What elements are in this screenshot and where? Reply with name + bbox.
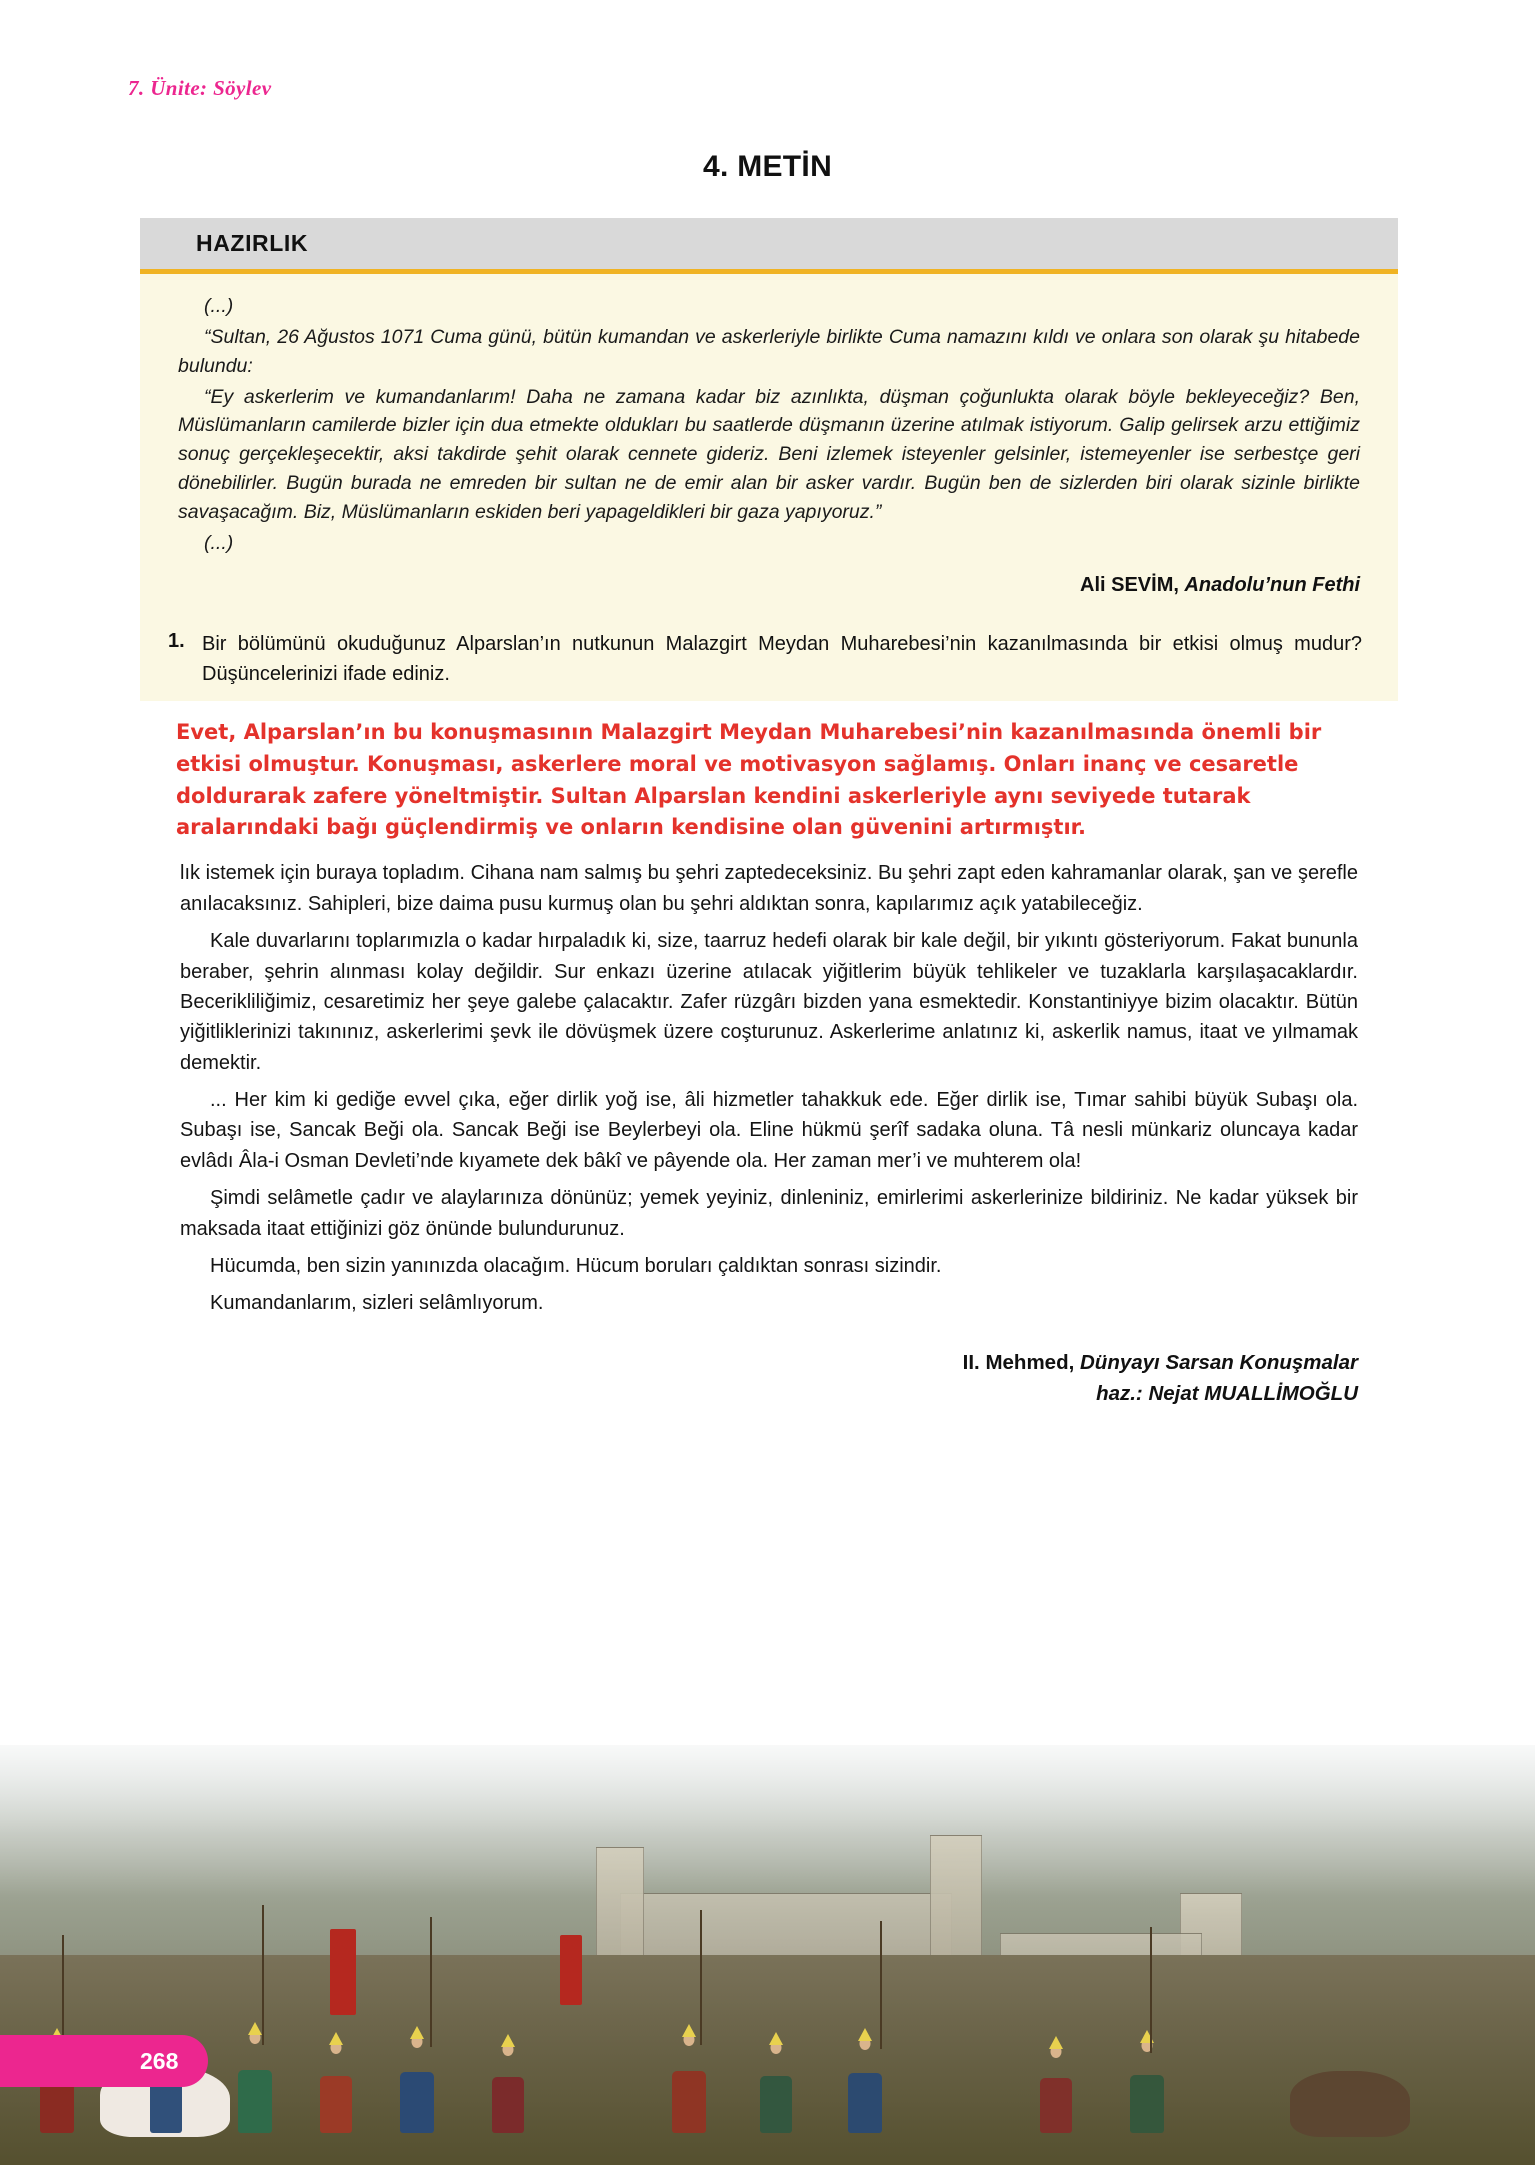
lance: [430, 1917, 432, 2047]
quote-author: Ali SEVİM,: [1080, 573, 1179, 596]
body-source: [140, 1334, 1398, 1444]
quote-block: [140, 274, 1398, 623]
speech-body: [140, 854, 1398, 1333]
body-source-work: Dünyayı Sarsan Konuşmalar: [1080, 1350, 1358, 1374]
soldier-figure: [400, 2035, 434, 2133]
soldier-figure: [760, 2041, 792, 2133]
hazirlik-label: HAZIRLIK: [196, 230, 309, 256]
body-paragraph: Kumandanlarım, sizleri selâmlıyorum.: [210, 1292, 544, 1315]
hazirlik-section-header: [140, 218, 1398, 274]
soldier-figure: [492, 2043, 524, 2133]
soldier-figure: [238, 2031, 272, 2133]
soldier-figure: [320, 2041, 352, 2133]
quote-paragraph: “Sultan, 26 Ağustos 1071 Cuma günü, bütün kumandan ve askerleriyle birlikte Cuma namazını kıldı ve onlara son olarak şu hitabede bulundu:: [178, 325, 1360, 377]
quote-source: [178, 574, 1360, 597]
question-item: [140, 623, 1398, 701]
content-card: [140, 218, 1398, 1443]
soldier-figure: [1130, 2039, 1164, 2133]
soldier-figure: [1040, 2045, 1072, 2133]
red-banner: [560, 1935, 582, 2005]
quote-ellipsis-bottom: (...): [204, 531, 234, 554]
dark-horse: [1290, 2071, 1410, 2137]
soldier-figure: [672, 2033, 706, 2133]
body-paragraph: lık istemek için buraya topladım. Cihana nam salmış bu şehri zaptedeceksiniz. Bu şehri zapt eden kahramanlar olarak, şan ve şerefle anılacaksınız. Sahipleri, bize daima pusu kurmuş olan bu şehri aldıktan sonra, kapılarımız açık yatabileceğiz.: [180, 862, 1358, 915]
soldier-figure: [848, 2037, 882, 2133]
lance: [880, 1921, 882, 2049]
quote-ellipsis-top: (...): [204, 295, 234, 317]
body-paragraph: Hücumda, ben sizin yanınızda olacağım. Hücum boruları çaldıktan sonrası sizindir.: [210, 1255, 942, 1278]
question-number: 1.: [168, 629, 185, 652]
lance: [1150, 1927, 1152, 2053]
body-paragraph: Kale duvarlarını toplarımızla o kadar hırpaladık ki, size, taarruz hedefi olarak bir kale değil, bir yıkıntı gösteriyorum. Fakat bununla beraber, şehrin alınması kolay değildir. Sur enkazı üzerine atılacak yiğitlerim büyük tehlikeler ve tuzaklarla karşılaşacaklardır. Becerikliliğimiz, cesaretimiz her şeye galebe çalacaktır. Zafer rüzgârı bizden yana esmektedir. Konstantiniyye bizim olacaktır. Bütün yiğitliklerinizi takınınız, askerlerimi şevk ile dövüşmek üzere coşturunuz. Askerlerime anlatınız ki, askerlik namus, itaat ve yılmamak demektir.: [180, 930, 1358, 1074]
body-source-author: II. Mehmed,: [962, 1350, 1075, 1374]
body-source-editor: haz.: Nejat MUALLİMOĞLU: [1096, 1381, 1358, 1405]
unit-header: 7. Ünite: Söylev: [128, 76, 272, 100]
question-text: Bir bölümünü okuduğunuz Alparslan’ın nutkunun Malazgirt Meydan Muharebesi’nin kazanılmasında bir etkisi olmuş mudur? Düşüncelerinizi ifade ediniz.: [202, 632, 1362, 685]
body-paragraph: ... Her kim ki gediğe evvel çıka, eğer dirlik yoğ ise, âli hizmetler tahakkuk ede. Eğer dirlik ise, Tımar sahibi büyük Subaşı ola. Subaşı ise, Sancak Beği ola. Sancak Beği ise Beylerbeyi ola. Eline hükmü şerîf sadaka oluna. Tâ nesli münkariz oluncaya kadar evlâdı Âla-i Osman Devleti’nde kıyamete dek bâkî ve pâyende ola. Her zaman mer’i ve muhterem ola!: [180, 1089, 1358, 1172]
body-paragraph: Şimdi selâmetle çadır ve alaylarınıza dönünüz; yemek yeyiniz, dinleniniz, emirlerimi askerlerinize bildiriniz. Ne kadar yüksek bir maksada itaat ettiğinizi göz önünde bulundurunuz.: [180, 1187, 1358, 1240]
quote-work: Anadolu’nun Fethi: [1184, 573, 1360, 596]
lance: [700, 1910, 702, 2045]
ottoman-siege-illustration: [0, 1745, 1535, 2165]
page-number: 268: [0, 2035, 208, 2087]
quote-paragraph: “Ey askerlerim ve kumandanlarım! Daha ne zamana kadar biz azınlıkta, düşman çoğunlukta olarak böyle bekleyeceğiz? Ben, Müslümanların camilerde bizler için dua etmekte oldukları bu saatlerde düşmanın üzerine atılmak istiyorum. Galip gelirsek arzu ettiğimiz sonuç gerçekleşecektir, aksi takdirde şehit olarak cennete gideriz. Beni izlemek isteyenler gelsinler, istemeyenler ise serbestçe geri dönebilirler. Bugün burada ne emreden bir sultan ne de emir alan bir asker vardır. Bugün ben de sizlerden biri olarak sizinle birlikte savaşacağım. Biz, Müslümanların eskiden beri yapageldikleri bir gaza yapıyoruz.”: [178, 385, 1360, 524]
page-title: 4. METİN: [702, 150, 833, 183]
lance: [262, 1905, 264, 2045]
illustration-haze: [0, 1745, 1535, 1895]
red-banner: [330, 1929, 356, 2015]
student-answer: Evet, Alparslan’ın bu konuşmasının Malazgirt Meydan Muharebesi’nin kazanılmasında önemli bir etkisi olmuştur. Konuşması, askerlere moral ve motivasyon sağlamış. Onları inanç ve cesaretle doldurarak zafere yöneltmiştir. Sultan Alparslan kendini askerleriyle aynı seviyede tutarak aralarındaki bağı güçlendirmiş ve onların kendisine olan güvenini artırmıştır.: [176, 719, 1322, 840]
